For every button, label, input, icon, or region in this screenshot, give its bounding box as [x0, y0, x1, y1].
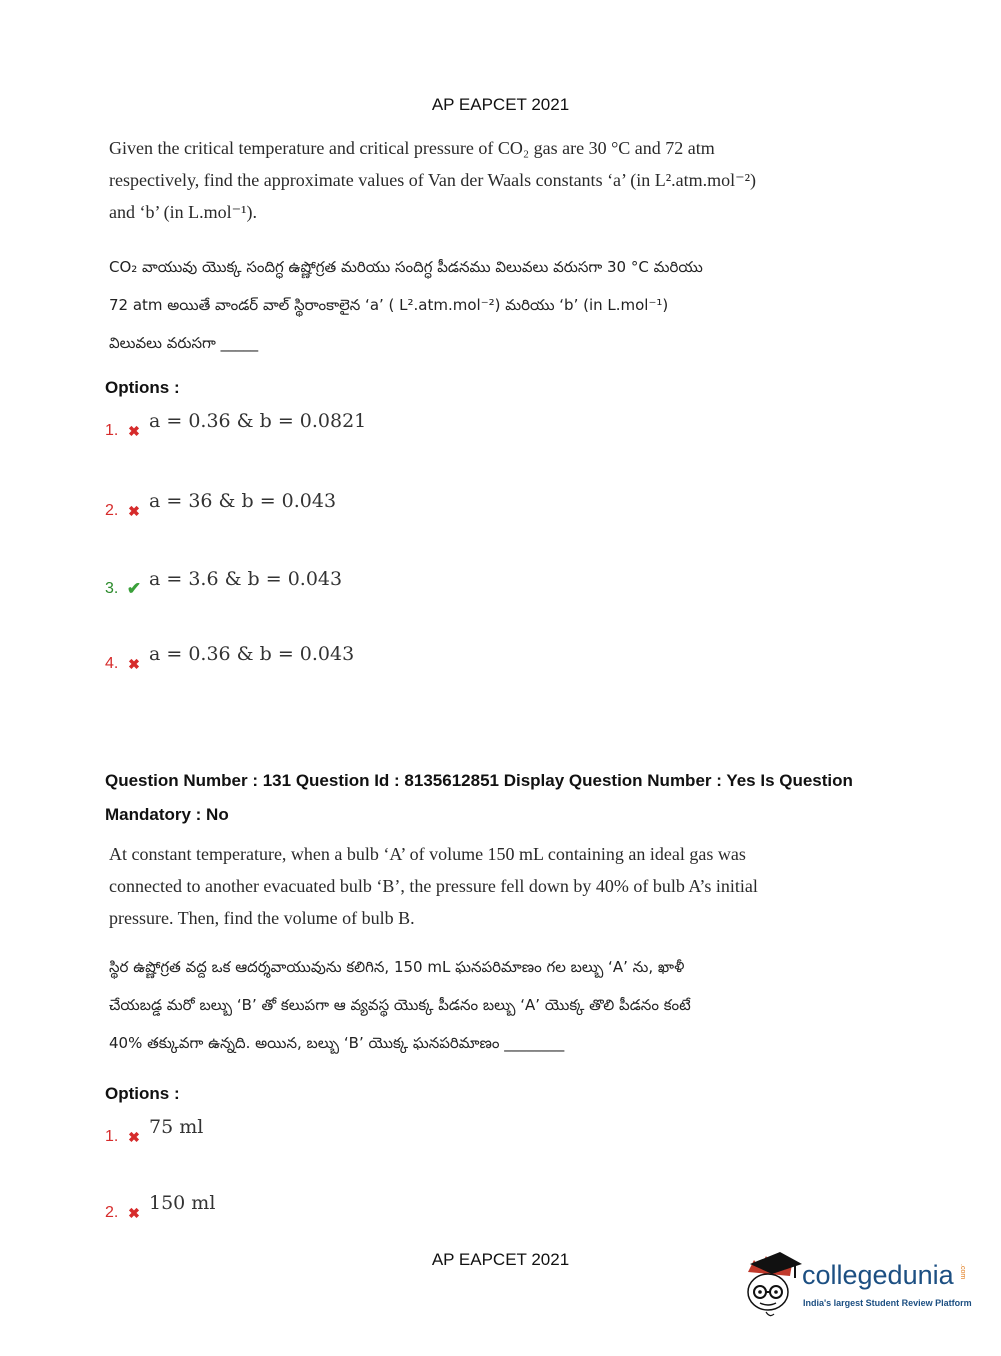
option-number: 4. — [105, 655, 119, 672]
option-2[interactable] — [105, 1192, 215, 1222]
question-130-telugu — [109, 248, 703, 362]
option-number: 2. — [105, 1204, 119, 1221]
mascot-icon — [740, 1250, 804, 1320]
option-1[interactable] — [105, 1116, 203, 1146]
question-text-line: pressure. Then, find the volume of bulb B. — [109, 908, 415, 928]
option-number: 1. — [105, 422, 119, 439]
question-text-line: respectively, find the approximate values of Van der Waals constants ‘a’ (in L².atm.mol⁻²) — [109, 170, 756, 190]
collegedunia-logo — [740, 1250, 970, 1320]
wrong-mark-icon: ✖ — [128, 656, 140, 672]
option-1[interactable] — [105, 410, 366, 440]
page-header-title: AP EAPCET 2021 — [431, 95, 570, 114]
wrong-mark-icon: ✖ — [128, 503, 140, 519]
question-text-line: Given the critical temperature and critical pressure of CO₂ gas are 30 °C and 72 atm — [109, 138, 715, 158]
question-131-meta — [105, 764, 925, 832]
wrong-mark-icon: ✖ — [128, 1129, 140, 1145]
question-meta-line: Question Number : 131 Question Id : 8135612851 Display Question Number : Yes Is Question — [105, 771, 853, 790]
question-text-line: connected to another evacuated bulb ‘B’, the pressure fell down by 40% of bulb A’s initial — [109, 876, 758, 896]
question-131-telugu — [109, 948, 691, 1062]
option-text: a = 3.6 & b = 0.043 — [149, 568, 343, 590]
wrong-mark-icon: ✖ — [128, 423, 140, 439]
options-label: Options : — [105, 378, 180, 397]
option-2[interactable] — [105, 490, 336, 520]
page-footer-title: AP EAPCET 2021 — [431, 1250, 570, 1269]
check-mark-icon: ✔ — [126, 579, 142, 598]
question-text-line: CO₂ వాయువు యొక్క సందిగ్ధ ఉష్ణోగ్రత మరియు సందిగ్ధ పీడనము విలువలు వరుసగా 30 °C మరియు — [109, 258, 703, 276]
question-text-line: చేయబడ్డ మరో బల్బు ‘B’ తో కలుపగా ఆ వ్యవస్థ యొక్క పీడనం బల్బు ‘A’ యొక్క తొలి పీడనం కంటే — [109, 996, 691, 1014]
question-text-line: At constant temperature, when a bulb ‘A’ of volume 150 mL containing an ideal gas was — [109, 844, 746, 864]
question-131-english — [109, 838, 758, 934]
option-text: 150 ml — [149, 1192, 216, 1214]
option-3[interactable] — [105, 568, 342, 598]
option-number: 2. — [105, 502, 119, 519]
question-meta-line: Mandatory : No — [105, 805, 229, 824]
option-text: a = 0.36 & b = 0.043 — [149, 643, 355, 665]
option-text: a = 36 & b = 0.043 — [149, 490, 337, 512]
option-text: 75 ml — [149, 1116, 204, 1138]
option-4[interactable] — [105, 643, 354, 673]
question-text-line: 72 atm అయితే వాండర్ వాల్ స్థిరాంకాలైన ‘a’ ( L².atm.mol⁻²) మరియు ‘b’ (in L.mol⁻¹) — [109, 296, 669, 314]
option-number: 3. — [105, 580, 119, 597]
option-text: a = 0.36 & b = 0.0821 — [149, 410, 367, 432]
logo-domain-suffix: .com — [959, 1264, 966, 1280]
question-text-line: విలువలు వరుసగా _____ — [109, 334, 259, 352]
option-number: 1. — [105, 1128, 119, 1145]
logo-wordmark: collegedunia — [802, 1260, 954, 1290]
question-text-line: 40% తక్కువగా ఉన్నది. అయిన, బల్బు ‘B’ యొక్క ఘనపరిమాణం ________ — [109, 1034, 565, 1052]
question-text-line: and ‘b’ (in L.mol⁻¹). — [109, 202, 258, 222]
options-label: Options : — [105, 1084, 180, 1103]
question-130-english — [109, 132, 756, 228]
question-text-line: స్థిర ఉష్ణోగ్రత వద్ద ఒక ఆదర్శవాయువును కలిగిన, 150 mL ఘనపరిమాణం గల బల్బు ‘A’ ను, ఖాళీ — [109, 958, 685, 976]
logo-tagline: India's largest Student Review Platform — [803, 1298, 972, 1308]
wrong-mark-icon: ✖ — [128, 1205, 140, 1221]
